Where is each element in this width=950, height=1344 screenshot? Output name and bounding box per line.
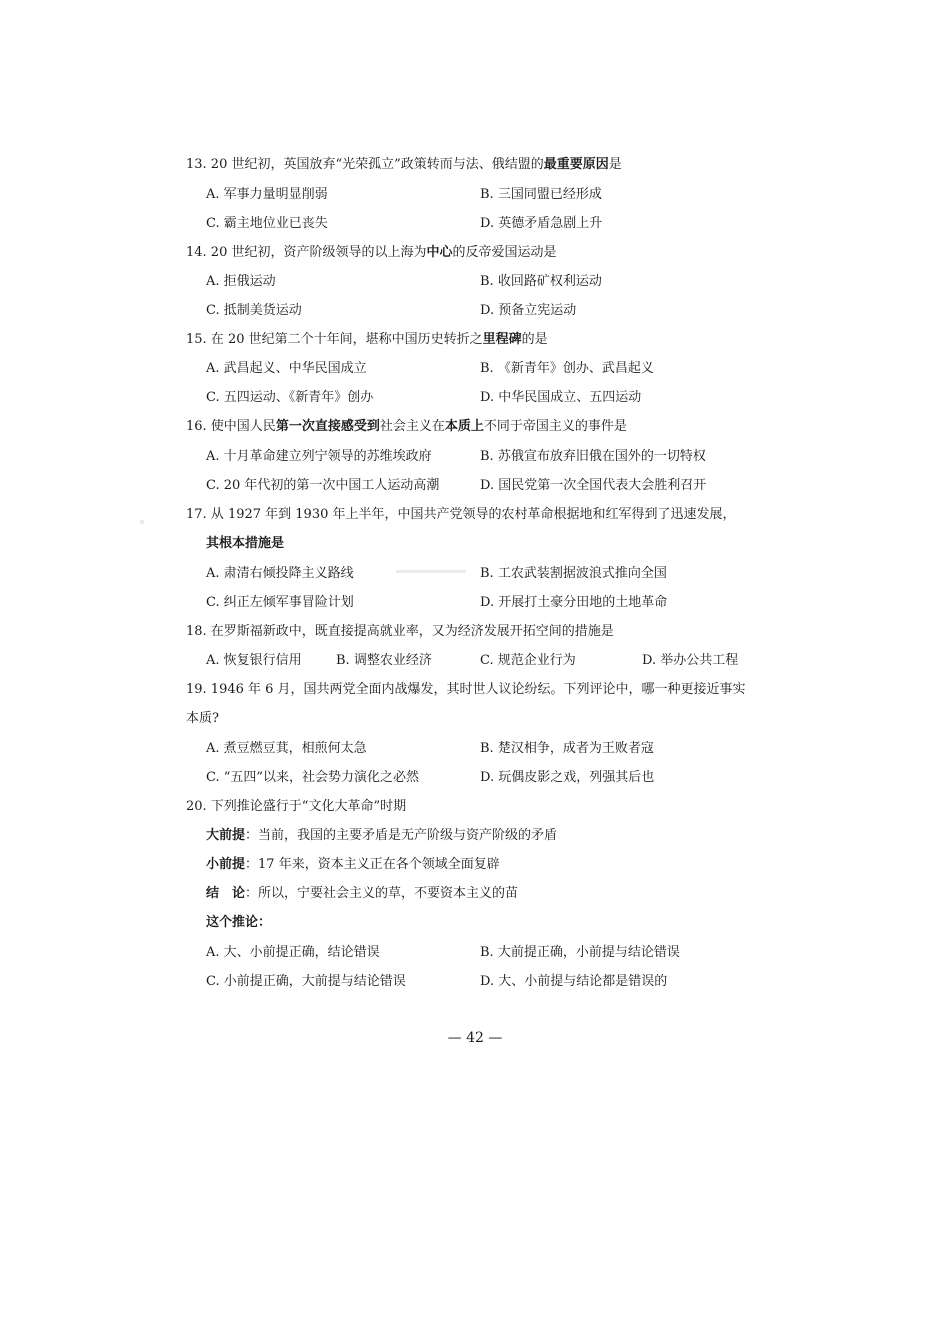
q16-option-c: C. 20 年代初的第一次中国工人运动高潮 (206, 478, 440, 493)
q15-option-b: B. 《新青年》创办、武昌起义 (480, 361, 654, 376)
q20-ask: 这个推论： (206, 915, 272, 930)
q19-option-c: C. “五四”以来，社会势力演化之必然 (206, 770, 420, 785)
question-15-stem: 15. 在 20 世纪第二个十年间，堪称中国历史转折之里程碑的是 (186, 332, 548, 347)
q19-option-b: B. 楚汉相争，成者为王败者寇 (480, 741, 654, 756)
question-14-stem: 14. 20 世纪初，资产阶级领导的以上海为中心的反帝爱国运动是 (186, 245, 557, 260)
q18-option-b: B. 调整农业经济 (336, 653, 432, 668)
q18-option-a: A. 恢复银行信用 (206, 653, 302, 668)
question-17-stem-line2: 其根本措施是 (206, 536, 285, 551)
question-18-stem: 18. 在罗斯福新政中，既直接提高就业率，又为经济发展开拓空间的措施是 (186, 624, 614, 639)
scan-smudge (396, 570, 466, 573)
q20-conclusion: 结 论：所以，宁要社会主义的草，不要资本主义的苗 (206, 886, 519, 901)
q20-minor-premise: 小前提：17 年来，资本主义正在各个领域全面复辟 (206, 857, 500, 872)
q15-option-d: D. 中华民国成立、五四运动 (480, 390, 642, 405)
q13-option-c: C. 霸主地位业已丧失 (206, 216, 328, 231)
scan-smudge (140, 520, 144, 524)
q18-option-c: C. 规范企业行为 (480, 653, 576, 668)
q17-option-a: A. 肃清右倾投降主义路线 (206, 566, 354, 581)
question-16-stem: 16. 使中国人民第一次直接感受到社会主义在本质上不同于帝国主义的事件是 (186, 419, 627, 434)
question-13-stem: 13. 20 世纪初，英国放弃“光荣孤立”政策转而与法、俄结盟的最重要原因是 (186, 157, 622, 172)
q14-option-b: B. 收回路矿权利运动 (480, 274, 602, 289)
q14-option-c: C. 抵制美货运动 (206, 303, 302, 318)
q19-option-a: A. 煮豆燃豆萁，相煎何太急 (206, 741, 367, 756)
q13-option-b: B. 三国同盟已经形成 (480, 187, 602, 202)
q14-option-d: D. 预备立宪运动 (480, 303, 577, 318)
q20-option-b: B. 大前提正确，小前提与结论错误 (480, 945, 680, 960)
q20-option-a: A. 大、小前提正确，结论错误 (206, 945, 380, 960)
question-20-stem: 20. 下列推论盛行于“文化大革命”时期 (186, 799, 407, 814)
q13-option-d: D. 英德矛盾急剧上升 (480, 216, 603, 231)
q14-option-a: A. 拒俄运动 (206, 274, 276, 289)
q20-major-premise: 大前提：当前，我国的主要矛盾是无产阶级与资产阶级的矛盾 (206, 828, 558, 843)
q16-option-b: B. 苏俄宣布放弃旧俄在国外的一切特权 (480, 449, 706, 464)
q20-option-c: C. 小前提正确，大前提与结论错误 (206, 974, 406, 989)
q16-option-a: A. 十月革命建立列宁领导的苏维埃政府 (206, 449, 432, 464)
question-19-stem-line1: 19. 1946 年 6 月，国共两党全面内战爆发，其时世人议论纷纭。下列评论中，哪一种更接近事实 (186, 682, 746, 697)
question-19-stem-line2: 本质? (186, 711, 219, 726)
q17-option-b: B. 工农武装割据波浪式推向全国 (480, 566, 667, 581)
q17-option-d: D. 开展打土豪分田地的土地革命 (480, 595, 668, 610)
q16-option-d: D. 国民党第一次全国代表大会胜利召开 (480, 478, 707, 493)
q15-option-c: C. 五四运动、《新青年》创办 (206, 390, 374, 405)
question-17-stem-line1: 17. 从 1927 年到 1930 年上半年，中国共产党领导的农村革命根据地和红军得到了迅速发展， (186, 507, 736, 522)
q13-option-a: A. 军事力量明显削弱 (206, 187, 328, 202)
q18-option-d: D. 举办公共工程 (642, 653, 739, 668)
page-number: — 42 — (447, 1030, 503, 1046)
q17-option-c: C. 纠正左倾军事冒险计划 (206, 595, 354, 610)
q15-option-a: A. 武昌起义、中华民国成立 (206, 361, 367, 376)
q20-option-d: D. 大、小前提与结论都是错误的 (480, 974, 668, 989)
q19-option-d: D. 玩偶皮影之戏，列强其后也 (480, 770, 655, 785)
